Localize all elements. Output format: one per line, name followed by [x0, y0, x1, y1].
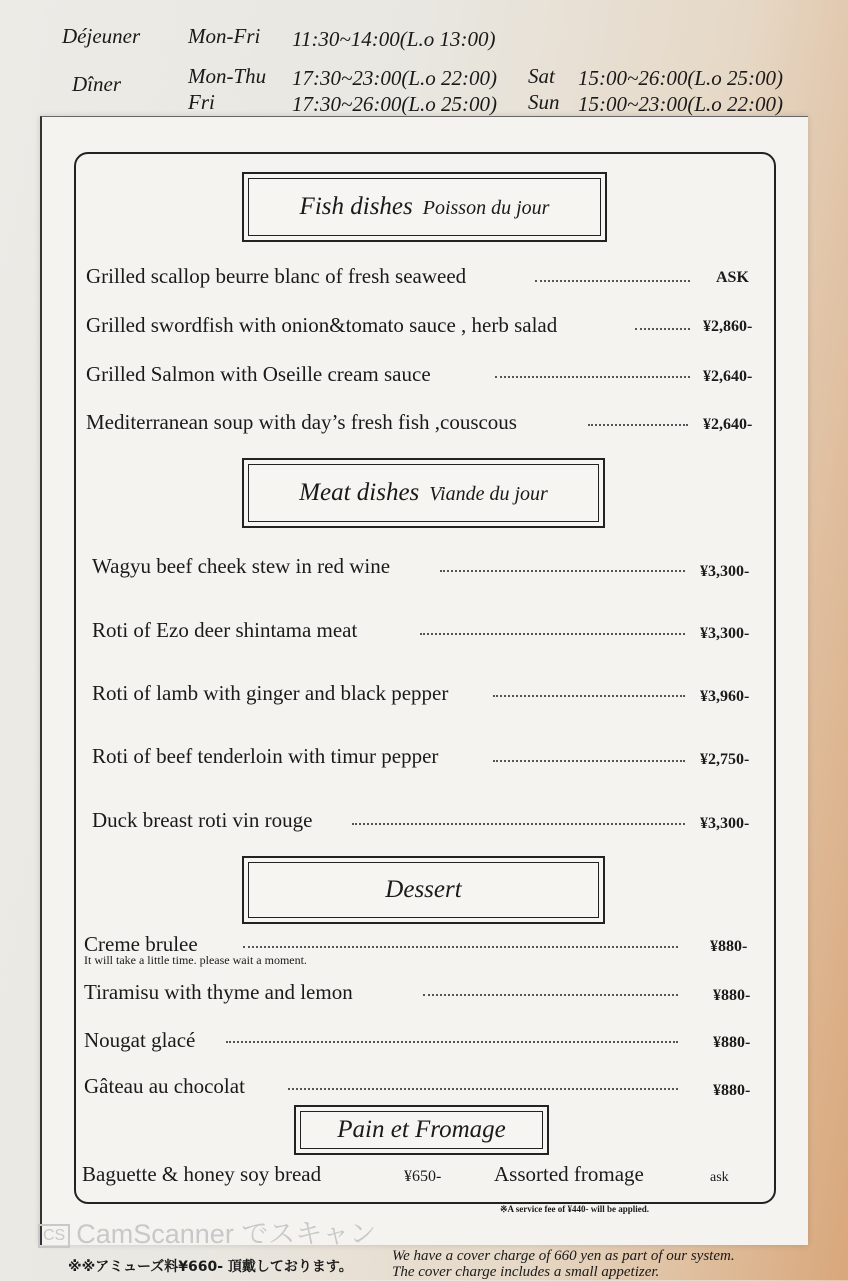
dessert-item-price: ¥880- [713, 1034, 751, 1051]
fish-title-en: Fish dishes [299, 193, 413, 220]
bread-price: ¥650- [404, 1168, 442, 1185]
fish-item-price: ASK [716, 269, 749, 286]
dot-leader [635, 328, 690, 330]
dessert-item-price: ¥880- [713, 1082, 751, 1099]
dessert-item-name: Nougat glacé [84, 1028, 196, 1052]
fish-item-name: Grilled swordfish with onion&tomato sauce , herb salad [86, 313, 558, 337]
meat-header [242, 458, 605, 528]
meat-item-name: Duck breast roti vin rouge [92, 808, 313, 832]
dessert-item-name: Creme brulee [84, 932, 198, 956]
meat-item-price: ¥3,300- [700, 625, 750, 642]
dessert-item-name: Tiramisu with thyme and lemon [84, 980, 353, 1004]
diner-row2-time: 17:30~26:00(L.o 25:00) [292, 92, 498, 116]
dot-leader [288, 1088, 678, 1090]
fish-item-price: ¥2,640- [703, 368, 753, 385]
meat-item-price: ¥2,750- [700, 751, 750, 768]
footer-cover-line1: We have a cover charge of 660 yen as part of our system. [392, 1248, 735, 1264]
sun-days: Sun [528, 90, 560, 114]
fish-header [242, 172, 607, 242]
dot-leader [493, 695, 685, 697]
dessert-item-price: ¥880- [713, 987, 751, 1004]
dejeuner-label: Déjeuner [62, 24, 141, 48]
pain-title: Pain et Fromage [337, 1116, 506, 1143]
sat-time: 15:00~26:00(L.o 25:00) [578, 66, 784, 90]
diner-row1-time: 17:30~23:00(L.o 22:00) [292, 66, 498, 90]
dessert-header [242, 856, 605, 924]
diner-row2-days: Fri [188, 90, 215, 114]
meat-title-fr: Viande du jour [429, 483, 548, 505]
meat-item-name: Wagyu beef cheek stew in red wine [92, 554, 391, 578]
meat-title-en: Meat dishes [299, 479, 420, 506]
fish-item-name: Grilled scallop beurre blanc of fresh seaweed [86, 264, 467, 288]
dot-leader [495, 376, 690, 378]
meat-item-name: Roti of beef tenderloin with timur pepper [92, 744, 439, 768]
fish-item-price: ¥2,860- [703, 318, 753, 335]
fromage-price: ask [710, 1170, 729, 1185]
fish-item-name: Mediterranean soup with day’s fresh fish ,couscous [86, 410, 517, 434]
diner-label: Dîner [72, 72, 121, 96]
dot-leader [226, 1041, 678, 1043]
dessert-item-price: ¥880- [710, 938, 748, 955]
fish-item-name: Grilled Salmon with Oseille cream sauce [86, 362, 431, 386]
watermark-text: CamScanner でスキャン [76, 1219, 377, 1249]
dessert-item-name: Gâteau au chocolat [84, 1074, 245, 1098]
footer-cover-line2: The cover charge includes a small appetizer. [392, 1264, 660, 1280]
meat-item-price: ¥3,300- [700, 815, 750, 832]
diner-row1-days: Mon-Thu [188, 64, 267, 88]
sat-days: Sat [528, 64, 555, 88]
dot-leader [493, 760, 685, 762]
pain-header [294, 1105, 549, 1155]
dot-leader [243, 946, 678, 948]
sun-time: 15:00~23:00(L.o 22:00) [578, 92, 784, 116]
meat-item-name: Roti of Ezo deer shintama meat [92, 618, 358, 642]
fromage-name: Assorted fromage [494, 1162, 644, 1186]
dot-leader [440, 570, 685, 572]
fish-title-fr: Poisson du jour [422, 197, 550, 219]
meat-item-price: ¥3,300- [700, 563, 750, 580]
service-note: ※A service fee of ¥440- will be applied. [500, 1204, 650, 1214]
footer-japanese: ※※アミューズ料¥660- 頂戴しております。 [68, 1259, 353, 1275]
dessert-title: Dessert [385, 876, 462, 903]
dot-leader [535, 280, 690, 282]
fish-item-price: ¥2,640- [703, 416, 753, 433]
dot-leader [423, 994, 678, 996]
camscanner-logo: CS [38, 1224, 70, 1248]
dessert-item-note: It will take a little time. please wait a moment. [84, 953, 307, 967]
dot-leader [420, 633, 685, 635]
dejeuner-days: Mon-Fri [188, 24, 261, 48]
dot-leader [588, 424, 688, 426]
dot-leader [352, 823, 685, 825]
meat-item-price: ¥3,960- [700, 688, 750, 705]
meat-item-name: Roti of lamb with ginger and black pepper [92, 681, 449, 705]
bread-name: Baguette & honey soy bread [82, 1162, 322, 1186]
camscanner-watermark [38, 1212, 376, 1251]
dejeuner-time: 11:30~14:00(L.o 13:00) [292, 27, 496, 51]
